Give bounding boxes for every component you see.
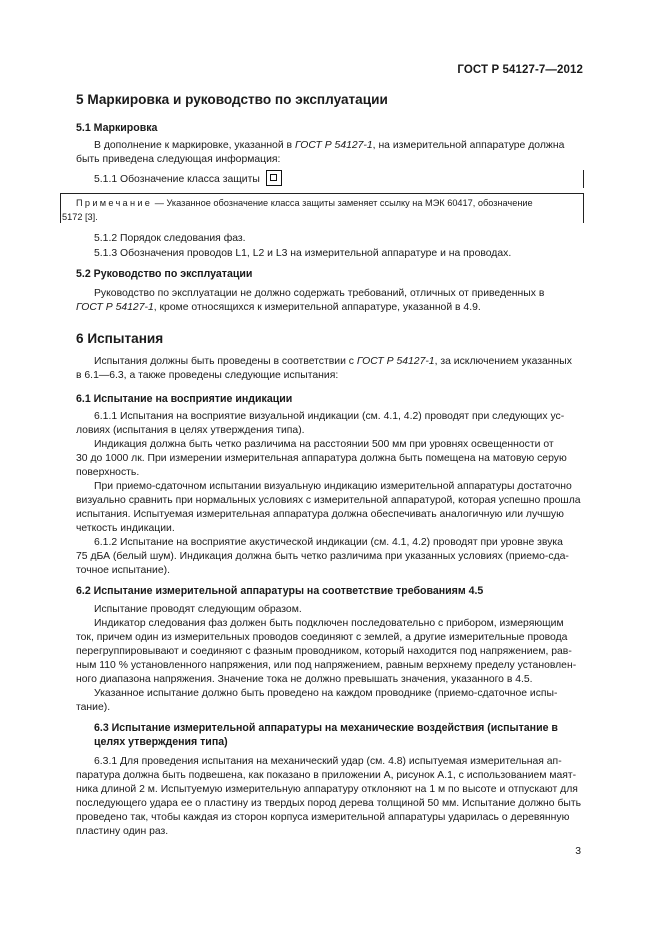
paragraph-6-1-1-line-2: ловиях (испытания в целях утверждения типа). <box>76 425 305 436</box>
paragraph-6-2-line-4: перегруппировывают и соединяют с фазным проводником, который находится под напряжением, рав- <box>76 646 572 657</box>
standard-code-header: ГОСТ Р 54127-7—2012 <box>457 64 583 76</box>
note-block <box>62 197 595 210</box>
item-5-1-1-text: 5.1.1 Обозначение класса защиты <box>94 173 260 185</box>
note-text-1: — Указанное обозначение класса защиты заменяет ссылку на МЭК 60417, обозначение <box>152 198 533 208</box>
paragraph-6-2-line-2: Индикатор следования фаз должен быть подключен последовательно с прибором, измеряющим <box>94 618 564 629</box>
page-number: 3 <box>575 846 581 857</box>
paragraph-6-1-1-line-3: Индикация должна быть четко различима на расстоянии 500 мм при уровнях освещенности от <box>94 439 554 450</box>
paragraph-6-2-line-3: ток, причем один из измерительных проводов соединяют с землей, а другие измерительные провода <box>76 632 568 643</box>
reference-gost-54127-1: ГОСТ Р 54127-1 <box>356 356 435 367</box>
section-6-intro-line-1: Испытания должны быть проведены в соответствии с ГОСТ Р 54127-1, за исключением указанных <box>94 356 572 367</box>
paragraph-6-2-line-6: ного диапазона напряжения. Значение тока не должно превышать значения, указанного в 4.5. <box>76 674 533 685</box>
paragraph-6-3-1-line-5: проведено так, чтобы каждая из сторон корпуса измерительной аппаратуры ударилась о деревянную <box>76 812 570 823</box>
paragraph-6-3-1-line-1: 6.3.1 Для проведения испытания на механический удар (см. 4.8) испытуемая измерительная ап- <box>94 756 562 767</box>
note-label: Примечание <box>76 198 153 208</box>
paragraph-6-1-1-line-4: 30 до 1000 лк. При измерении измерительная аппаратура должна быть помещена на матовую серую <box>76 453 567 464</box>
paragraph-5-2-line-1: Руководство по эксплуатации не должно содержать требований, отличных от приведенных в <box>94 288 545 299</box>
paragraph-6-1-2-line-1: 6.1.2 Испытание на восприятие акустической индикации (см. 4.1, 4.2) проводят при уровне звука <box>94 537 563 548</box>
paragraph-6-2-line-5: ным 110 % установленного напряжения, или под напряжением, равным верхнему пределу установлен- <box>76 660 577 671</box>
protection-class-ii-symbol-icon <box>266 170 282 186</box>
subsection-6-1-title: 6.1 Испытание на восприятие индикации <box>76 393 293 405</box>
paragraph-6-3-1-line-3: ника длиной 2 м. Испытуемую измерительную аппаратуру отклоняют на 1 м по высоте и отпускают для <box>76 784 578 795</box>
subsection-5-1-title: 5.1 Маркировка <box>76 122 158 134</box>
item-5-1-2: 5.1.2 Порядок следования фаз. <box>94 233 246 244</box>
paragraph-6-1-2-line-2: 75 дБА (белый шум). Индикация должна быть четко различима при указанных условиях (приемо-сда- <box>76 551 569 562</box>
section-6-intro-line-2: в 6.1—6.3, а также проведены следующие испытания: <box>76 370 339 381</box>
paragraph-6-1-1-line-8: испытания. Испытуемая измерительная аппаратура должна обеспечивать аналогичную или лучшую <box>76 509 564 520</box>
reference-gost-54127-1: ГОСТ Р 54127-1 <box>294 140 373 151</box>
paragraph-5-2-line-2: ГОСТ Р 54127-1, кроме относящихся к измерительной аппаратуре, указанной в 4.9. <box>76 302 481 313</box>
paragraph-5-1-line-2: быть приведена следующая информация: <box>76 154 281 165</box>
subsection-6-3-title-line-1: 6.3 Испытание измерительной аппаратуры на механические воздействия (испытание в <box>94 722 558 734</box>
paragraph-6-2-line-7: Указанное испытание должно быть проведено на каждом проводнике (приемо-сдаточное испы- <box>94 688 558 699</box>
reference-gost-54127-1: ГОСТ Р 54127-1 <box>76 302 154 313</box>
paragraph-5-1-line-1: В дополнение к маркировке, указанной в ГОСТ Р 54127-1, на измерительной аппаратуре должна <box>94 140 565 151</box>
section-6-title: 6 Испытания <box>76 331 164 346</box>
paragraph-6-1-1-line-7: визуально сравнить при нормальных условиях с измерительной аппаратурой, которая успешно прошла <box>76 495 581 506</box>
paragraph-6-3-1-line-2: паратура должна быть подвешена, как показано в приложении А, рисунок А.1, с использованием маят- <box>76 770 577 781</box>
paragraph-6-1-1-line-5: поверхность. <box>76 467 140 478</box>
note-text-2: 5172 [3]. <box>62 212 98 222</box>
subsection-5-2-title: 5.2 Руководство по эксплуатации <box>76 268 253 280</box>
note-top-rule <box>60 193 583 194</box>
paragraph-6-3-1-line-4: последующего удара ее о пластину из твердых пород дерева толщиной 50 мм. Испытание должно быть <box>76 798 582 809</box>
paragraph-6-1-1-line-6: При приемо-сдаточном испытании визуальную индикацию измерительной аппаратуры достаточно <box>94 481 572 492</box>
paragraph-6-2-line-8: тание). <box>76 702 111 713</box>
paragraph-6-2-line-1: Испытание проводят следующим образом. <box>94 604 302 615</box>
paragraph-6-1-1-line-9: четкость индикации. <box>76 523 175 534</box>
change-bar <box>583 170 584 188</box>
subsection-6-2-title: 6.2 Испытание измерительной аппаратуры на соответствие требованиям 4.5 <box>76 585 484 597</box>
item-5-1-3: 5.1.3 Обозначения проводов L1, L2 и L3 на измерительной аппаратуре и на проводах. <box>94 248 512 259</box>
paragraph-6-1-2-line-3: точное испытание). <box>76 565 170 576</box>
paragraph-6-1-1-line-1: 6.1.1 Испытания на восприятие визуальной индикации (см. 4.1, 4.2) проводят при следующих ус- <box>94 411 565 422</box>
section-5-title: 5 Маркировка и руководство по эксплуатации <box>76 92 388 107</box>
paragraph-6-3-1-line-6: пластину один раз. <box>76 826 169 837</box>
subsection-6-3-title-line-2: целях утверждения типа) <box>94 736 228 748</box>
item-5-1-1 <box>76 171 583 187</box>
note-left-rule <box>60 193 61 223</box>
